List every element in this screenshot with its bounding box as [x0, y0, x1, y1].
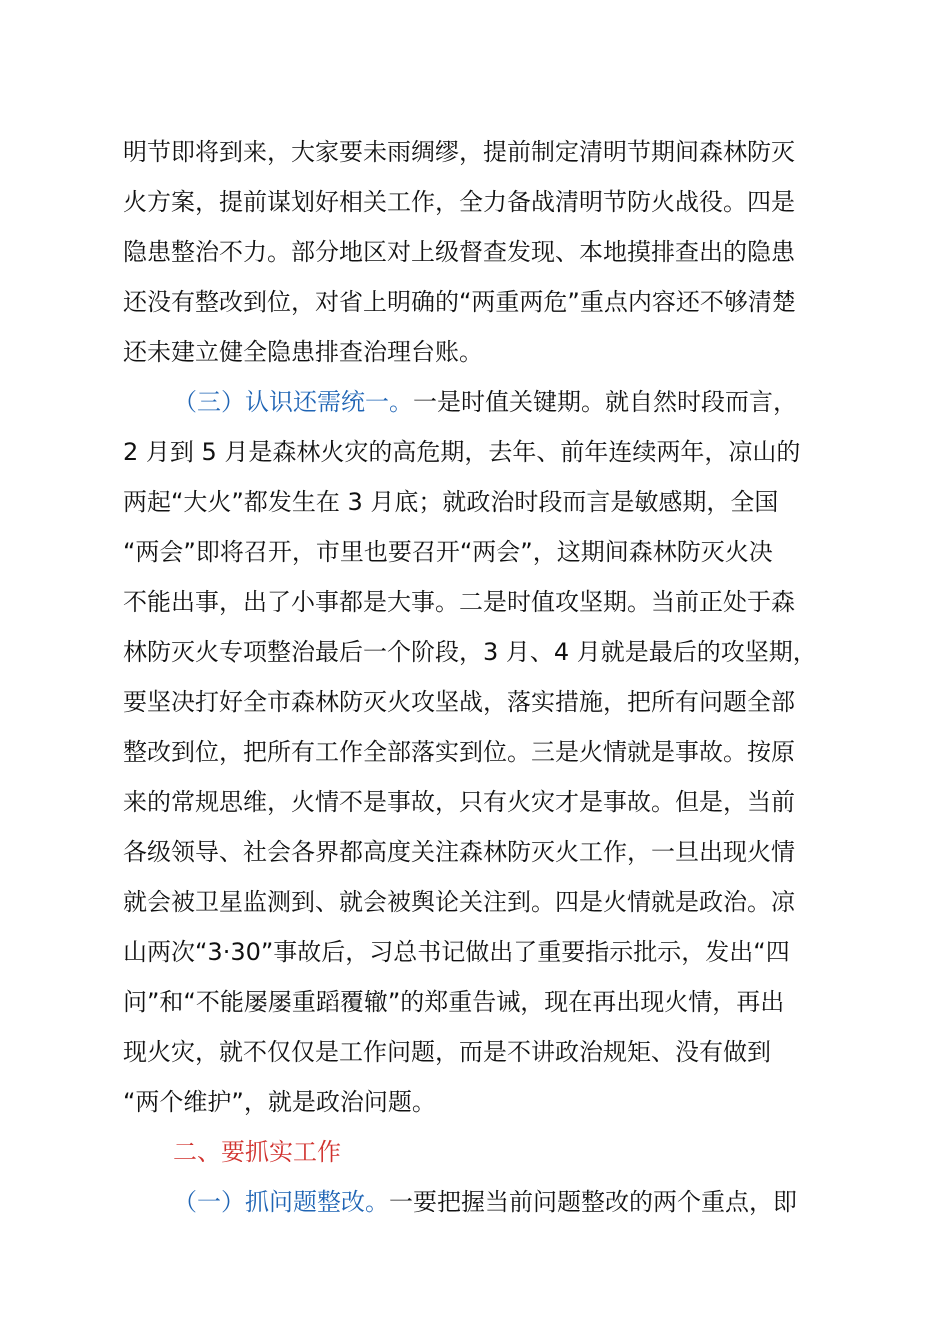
paragraph-line: 整改到位，把所有工作全部落实到位。三是火情就是事故。按原 [123, 738, 795, 766]
paragraph-line: 就会被卫星监测到、就会被舆论关注到。四是火情就是政治。凉 [123, 888, 795, 916]
paragraph-line: 2 月到 5 月是森林火灾的高危期，去年、前年连续两年，凉山的 [123, 438, 801, 466]
paragraph-line: 现火灾，就不仅仅是工作问题，而是不讲政治规矩、没有做到 [123, 1038, 771, 1066]
paragraph-line: 隐患整治不力。部分地区对上级督查发现、本地摸排查出的隐患 [123, 238, 795, 266]
sub-heading-one: （一）抓问题整改。 [173, 1188, 389, 1216]
paragraph-line: 山两次“3·30”事故后，习总书记做出了重要指示批示，发出“四 [123, 938, 790, 966]
section-three-first-line [173, 385, 797, 419]
paragraph-line: 各级领导、社会各界都高度关注森林防灭火工作，一旦出现火情 [123, 838, 795, 866]
paragraph-line: 来的常规思维，火情不是事故，只有火灾才是事故。但是，当前 [123, 788, 795, 816]
paragraph-line: 还未建立健全隐患排查治理台账。 [123, 338, 483, 366]
paragraph-line: 火方案，提前谋划好相关工作，全力备战清明节防火战役。四是 [123, 188, 795, 216]
paragraph-line: 要坚决打好全市森林防灭火攻坚战，落实措施，把所有问题全部 [123, 688, 795, 716]
paragraph-line: 两起“大火”都发生在 3 月底；就政治时段而言是敏感期，全国 [123, 488, 779, 516]
sub-heading-one-text: 一要把握当前问题整改的两个重点，即 [389, 1188, 797, 1216]
section-three-text: 一是时值关键期。就自然时段而言， [413, 388, 797, 416]
paragraph-line: 问”和“不能屡屡重蹈覆辙”的郑重告诫，现在再出现火情，再出 [123, 988, 785, 1016]
paragraph-line: 明节即将到来，大家要未雨绸缪，提前制定清明节期间森林防灭 [123, 138, 795, 166]
paragraph-line: 还没有整改到位，对省上明确的“两重两危”重点内容还不够清楚 [123, 288, 796, 316]
paragraph-line: “两会”即将召开，市里也要召开“两会”，这期间森林防灭火决 [123, 538, 773, 566]
paragraph-line: “两个维护”，就是政治问题。 [123, 1088, 436, 1116]
paragraph-line: 不能出事，出了小事都是大事。二是时值攻坚期。当前正处于森 [123, 588, 795, 616]
part-two-first-line [173, 1185, 797, 1219]
section-three-heading: （三）认识还需统一。 [173, 388, 413, 416]
paragraph-line: 林防灭火专项整治最后一个阶段，3 月、4 月就是最后的攻坚期， [123, 638, 817, 666]
part-two-heading: 二、要抓实工作 [173, 1138, 341, 1166]
